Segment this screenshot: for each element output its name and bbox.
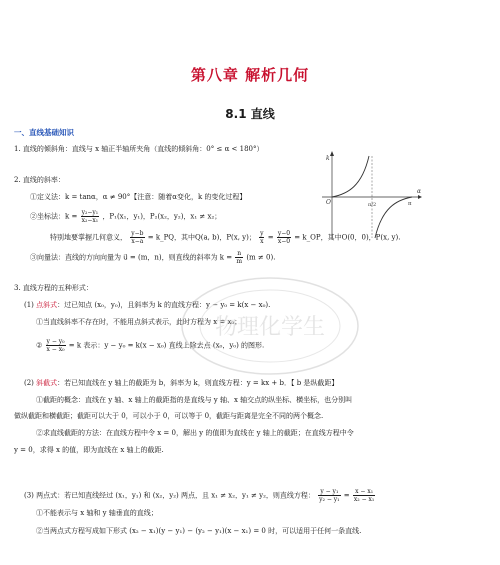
- tangent-graph: [318, 150, 423, 242]
- item-2-coordinate: ②坐标法：k = $\frac{\text{y₂−y₁}}{\text{x₂−x₁}}$ ，P₁(x₁，y₁)，P₂(x₂，y₂)，x₁ ≠ x₂；: [30, 209, 222, 224]
- item-1-inclination: 1. 直线的倾斜角：直线与 x 轴正半轴所夹角（直线的倾斜角：0° ≤ α < 180°）: [14, 145, 264, 153]
- chapter-title: 第八章 解析几何: [190, 66, 310, 84]
- origin-label: O: [326, 199, 331, 206]
- watermark-text: 物理化学生: [214, 315, 326, 340]
- form-2-note-1b: 做纵截距和横截距；截距可以大于 0，可以小于 0，可以等于 0，截距与距离是完全不同的两个概念.: [14, 412, 324, 420]
- part-heading: 一、直线基础知识: [14, 128, 74, 137]
- alpha-label: α: [417, 188, 422, 195]
- form-3-two-point: (3) 两点式：若已知直线经过 (x₁，y₁) 和 (x₂，y₂) 两点，且 x₁ ≠ x₂，y₁ ≠ y₂，则直线方程： $\frac{\text{y − y₁}}{\text{y₂ − y₁}}$ = $\frac{\text{x − x₁}}{\text{x₂ − x₁}}$: [24, 488, 375, 503]
- tan-branch-right: [375, 197, 412, 238]
- pi-label: π: [408, 201, 412, 207]
- form-2-note-2b: y = 0，求得 x 的值，即为直线在 x 轴上的截距.: [14, 446, 164, 454]
- form-2-note-1a: ①截距的概念：直线在 y 轴、x 轴上的截距指的是直线与 y 轴、x 轴交点的纵坐标、横坐标，也分别叫: [36, 396, 353, 404]
- form-3-note-1: ①不能表示与 x 轴和 y 轴垂直的直线；: [36, 509, 158, 517]
- form-1-point-slope: (1) 点斜式：过已知点 (x₀，y₀)，且斜率为 k 的直线方程：y − y₀ = k(x − x₀).: [24, 301, 271, 309]
- tan-branch-left: [332, 156, 369, 197]
- form-1-note-1: ①当直线斜率不存在时，不能用点斜式表示，此时方程为 x = x₀；: [36, 318, 242, 326]
- item-2-special: 特别地要掌握几何意义， $\frac{y-b}{x-a}$ = k_PQ，其中Q(a, b)，P(x, y)； $\frac{y}{x}$ = $\frac{y-0}{x-0}$ = k_OP，其中O(0，0)，P(x, y).: [50, 230, 401, 245]
- pi-half-label: π/2: [368, 202, 377, 208]
- form-2-note-2a: ②求直线截距的方法：在直线方程中令 x = 0，解出 y 的值即为直线在 y 轴上的截距；在直线方程中令: [36, 429, 354, 437]
- item-3-title: 3. 直线方程的五种形式：: [14, 284, 93, 292]
- form-3-note-2: ②当两点式方程写成如下形式 (x₂ − x₁)(y − y₁) − (y₂ − y₁)(x − x₁) = 0 时，可以适用于任何一条直线.: [36, 527, 362, 535]
- section-title: 8.1 直线: [225, 107, 275, 121]
- item-2-definition: ①定义法：k = tanα，α ≠ 90°【注意：随着α变化，k 的变化过程】: [30, 193, 247, 201]
- k-label: k: [326, 155, 330, 162]
- item-2-vector: ③向量法：直线的方向向量为 u⃗ = (m，n)，则直线的斜率为 k = $\frac{n}{m}$ (m ≠ 0).: [30, 250, 276, 265]
- form-2-slope-intercept: (2) 斜截式：若已知直线在 y 轴上的截距为 b，斜率为 k，则直线方程：y = kx + b．【 b 是纵截距】: [24, 379, 339, 387]
- slope-fraction: $\frac{\text{y₂−y₁}}{\text{x₂−x₁}}$: [81, 209, 99, 224]
- item-2-title: 2. 直线的斜率：: [14, 176, 65, 184]
- form-1-note-2: ② $\frac{\text{y − y₀}}{\text{x − x₀}}$ = k 表示：y − y₀ = k(x − x₀) 直线上除去点 (x₀，y₀) 的图形.: [36, 338, 265, 353]
